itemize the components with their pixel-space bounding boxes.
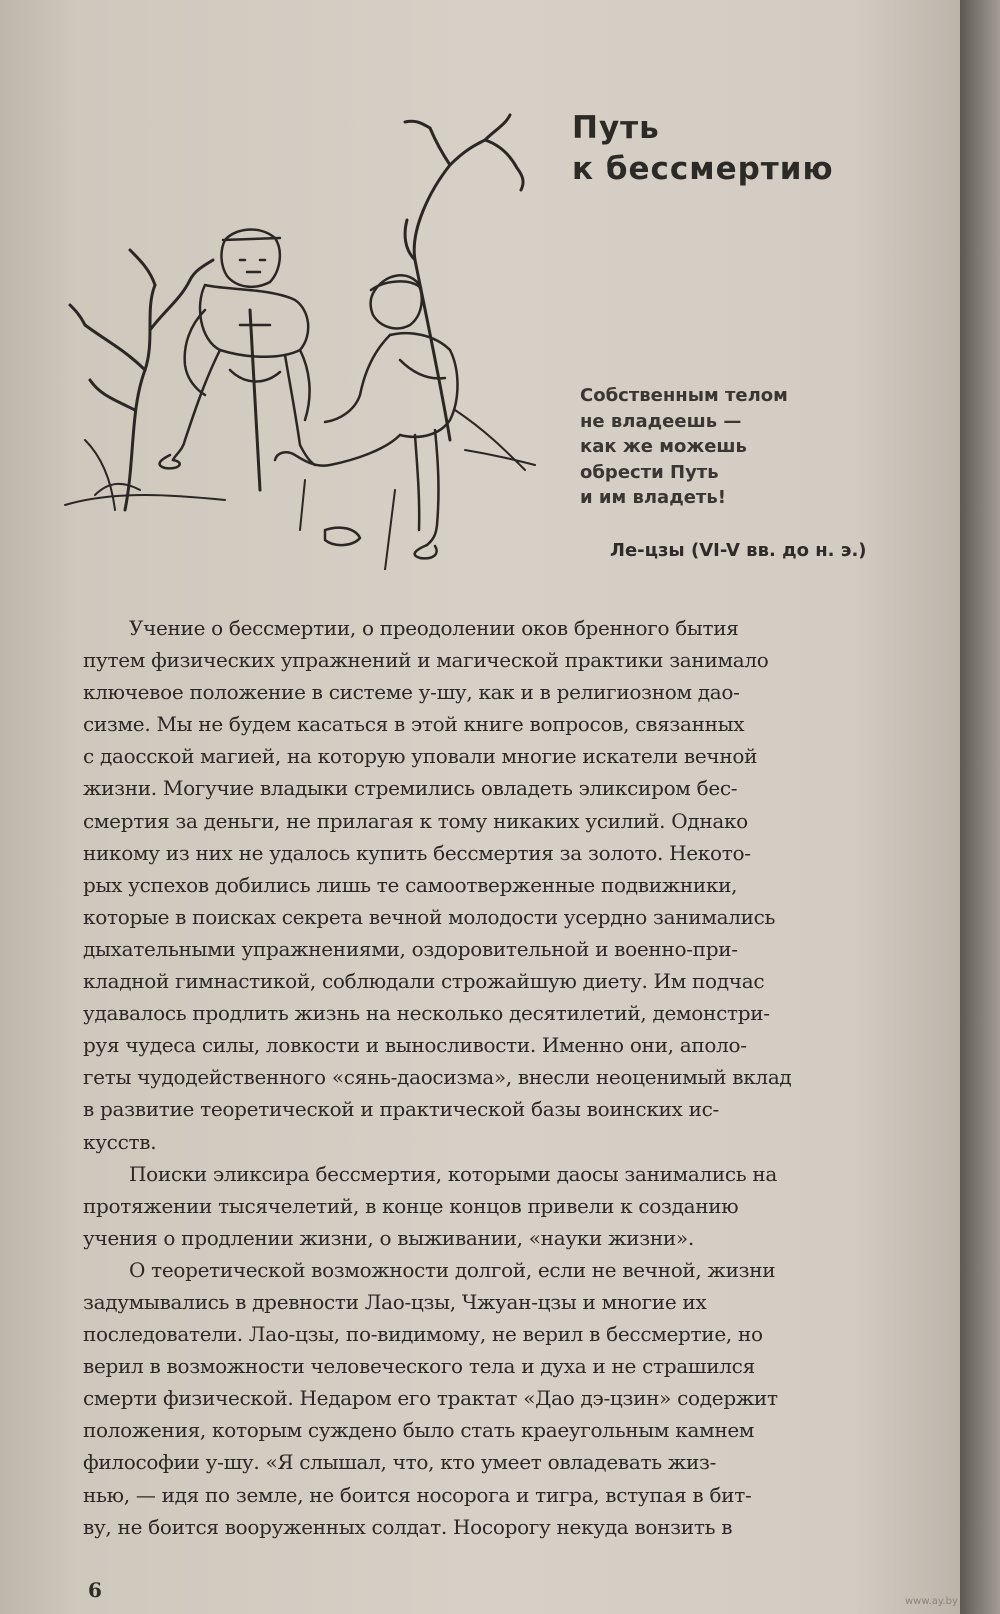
seated-figure-drawing <box>160 230 315 490</box>
body-line: удавалось продлить жизнь на несколько десятилетий, демонстри- <box>83 1001 770 1026</box>
body-text <box>83 612 953 1543</box>
epigraph <box>580 383 788 511</box>
body-line: смертия за деньги, не прилагая к тому никаких усилий. Однако <box>83 808 748 833</box>
body-line: последователи. Лао-цзы, по-видимому, не верил в бессмертие, но <box>83 1322 763 1347</box>
chapter-title-line-1: Путь <box>572 110 660 146</box>
page-number: 6 <box>88 1578 102 1602</box>
body-line: кусств. <box>83 1129 157 1154</box>
chapter-title <box>572 108 834 190</box>
body-line: верил в возможности человеческого тела и духа и не страшился <box>83 1354 755 1379</box>
ink-illustration <box>55 110 575 570</box>
body-line: ключевое положение в системе у-шу, как и в религиозном дао- <box>83 680 740 705</box>
body-line: руя чудеса силы, ловкости и выносливости. Именно они, аполо- <box>83 1033 747 1058</box>
epigraph-line: обрести Путь <box>580 461 719 483</box>
body-line: ву, не боится вооруженных солдат. Носорогу некуда вонзить в <box>83 1514 733 1539</box>
epigraph-line: не владеешь — <box>580 410 742 432</box>
body-line: никому из них не удалось купить бессмертия за золото. Некото- <box>83 840 751 865</box>
epigraph-line: и им владеть! <box>580 487 726 508</box>
body-line: кладной гимнастикой, соблюдали строжайшую диету. Им подчас <box>83 969 765 994</box>
body-line: рых успехов добились лишь те самоотверженные подвижники, <box>83 872 738 897</box>
body-line: О теоретической возможности долгой, если не вечной, жизни <box>129 1257 776 1282</box>
body-line: путем физических упражнений и магической практики занимало <box>83 648 769 673</box>
body-line: с даосской магией, на которую уповали многие искатели вечной <box>83 744 758 769</box>
right-tree-drawing <box>405 115 535 470</box>
chapter-title-line-2: к бессмертию <box>572 151 834 187</box>
body-line: Учение о бессмертии, о преодолении оков бренного бытия <box>129 616 739 640</box>
epigraph-line: Собственным телом <box>580 385 788 406</box>
body-line: философии у-шу. «Я слышал, что, кто умеет овладевать жиз- <box>83 1450 717 1475</box>
body-line: нью, — идя по земле, не боится носорога и тигра, вступая в бит- <box>83 1482 752 1507</box>
body-line: задумывались в древности Лао-цзы, Чжуан-цзы и многие их <box>83 1289 707 1314</box>
body-line: Поиски эликсира бессмертия, которыми даосы занимались на <box>129 1161 777 1186</box>
body-line: в развитие теоретической и практической базы воинских ис- <box>83 1097 719 1122</box>
body-line: протяжении тысячелетий, в конце концов привели к созданию <box>83 1193 739 1218</box>
body-line: дыхательными упражнениями, оздоровительной и военно-при- <box>83 936 738 961</box>
body-line: жизни. Могучие владыки стремились овладеть эликсиром бес- <box>83 776 738 801</box>
body-line: положения, которым суждено было стать краеугольным камнем <box>83 1418 755 1443</box>
kicking-figure-drawing <box>275 275 458 570</box>
body-line: геты чудодейственного «сянь-даосизма», внесли неоценимый вклад <box>83 1065 792 1090</box>
left-tree-drawing <box>65 250 225 510</box>
watermark: www.ay.by <box>905 1596 958 1607</box>
epigraph-line: как же можешь <box>580 436 747 457</box>
epigraph-attribution: Ле-цзы (VI-V вв. до н. э.) <box>610 540 867 561</box>
body-line: которые в поисках секрета вечной молодости усердно занимались <box>83 904 776 929</box>
body-line: сизме. Мы не будем касаться в этой книге вопросов, связанных <box>83 712 745 737</box>
body-line: смерти физической. Недаром его трактат «Дао дэ-цзин» содержит <box>83 1386 778 1411</box>
body-line: учения о продлении жизни, о выживании, «науки жизни». <box>83 1225 694 1250</box>
book-spine <box>960 0 1000 1614</box>
